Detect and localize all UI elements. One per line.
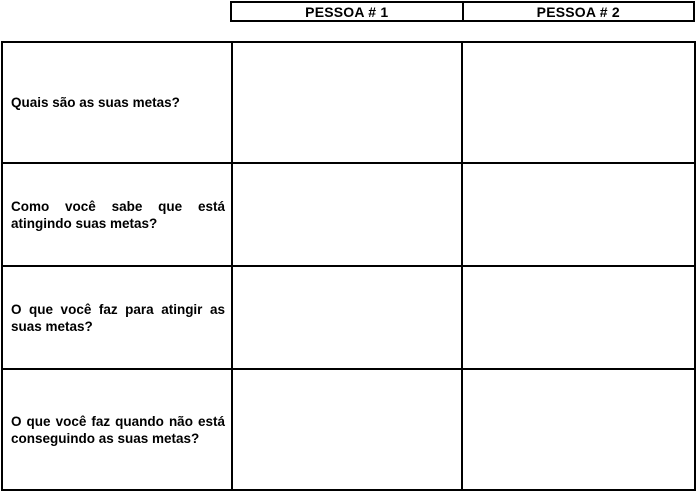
question-text: O que você faz para atingir as suas metas? [11,301,225,334]
question-cell-goals [3,43,233,164]
column-header-person-2: PESSOA # 2 [462,3,694,20]
answer-cell-person-1[interactable] [233,267,463,370]
goals-table [1,41,696,491]
answer-cell-person-1[interactable] [233,370,463,489]
question-cell-tracking [3,164,233,267]
question-cell-actions [3,267,233,370]
answer-cell-person-2[interactable] [463,370,694,489]
answer-cell-person-2[interactable] [463,43,694,164]
column-header-person-1: PESSOA # 1 [305,3,389,20]
answer-cell-person-2[interactable] [463,267,694,370]
answer-cell-person-1[interactable] [233,43,463,164]
question-text: Como você sabe que está atingindo suas metas? [11,198,225,231]
question-text: O que você faz quando não está conseguindo as suas metas? [11,413,225,446]
answer-cell-person-2[interactable] [463,164,694,267]
question-text: Quais são as suas metas? [11,95,180,110]
question-cell-setbacks [3,370,233,489]
answer-cell-person-1[interactable] [233,164,463,267]
column-header-row [230,1,695,22]
